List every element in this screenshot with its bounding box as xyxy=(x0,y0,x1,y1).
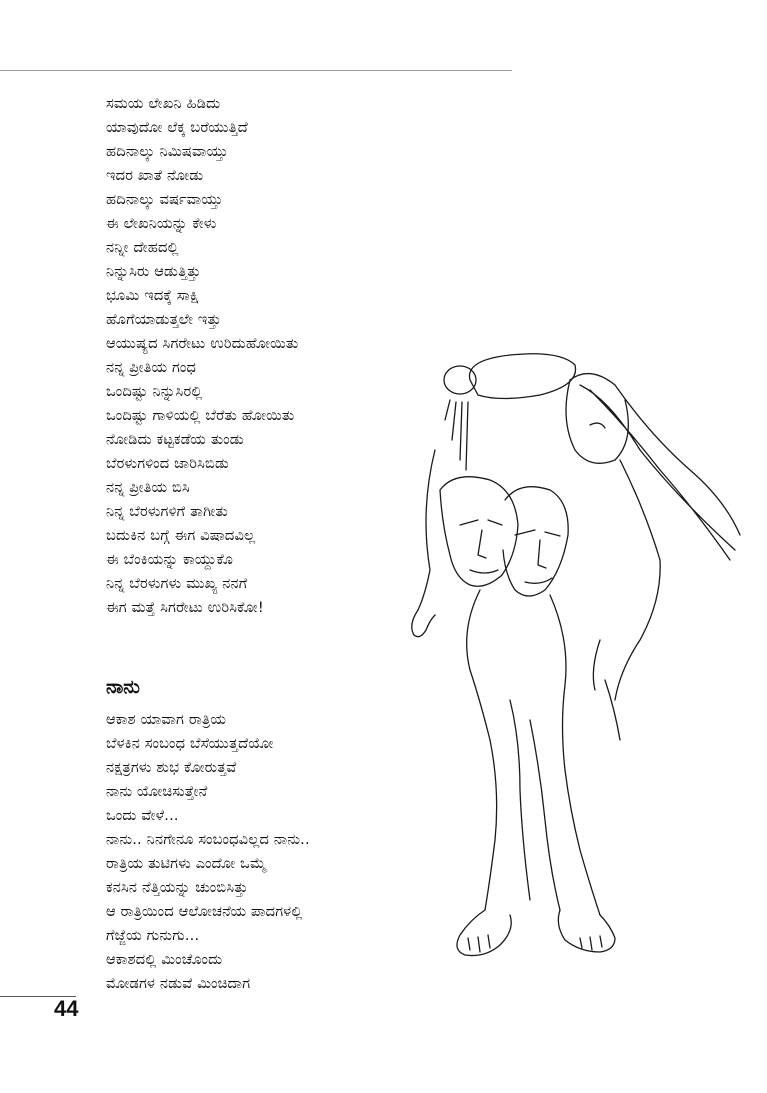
poem-line: ಹದಿನಾಲ್ಕು ನಿಮಿಷವಾಯ್ತು xyxy=(106,144,229,160)
poem-line: ನನ್ನೀ ದೇಹದಲ್ಲಿ xyxy=(106,240,179,256)
poem-line: ನೋಡಿದು ಕಟ್ಟಕಡೆಯ ತುಂಡು xyxy=(106,432,244,448)
poem-line: ನನ್ನ ಪ್ರೀತಿಯ ಗಂಧ xyxy=(106,360,197,376)
poem-line: ನಿನ್ನ ಬೆರಳುಗಳಿಗೆ ತಾಗೀತು xyxy=(106,504,228,520)
poem-line: ಮೋಡಗಳ ನಡುವೆ ಮಿಂಚಿದಾಗ xyxy=(106,976,251,992)
poem-line: ಬೆರಳುಗಳಿಂದ ಜಾರಿಸಿಬಿಡು xyxy=(106,456,229,472)
pot-ring xyxy=(444,366,476,394)
poem-line: ಒಂದಿಷ್ಟು ನಿನ್ನುಸಿರಲ್ಲಿ xyxy=(106,384,203,400)
poem-line: ನಾನು ಯೋಚಿಸುತ್ತೇನೆ xyxy=(106,784,208,800)
poem-line: ಹೊಗೆಯಾಡುತ್ತಲೇ ಇತ್ತು xyxy=(106,312,222,328)
left-arm xyxy=(412,450,435,635)
poem-line: ಆಕಾಶದಲ್ಲಿ ಮಿಂಚೊಂದು xyxy=(106,952,223,968)
top-rule xyxy=(0,70,512,71)
poem-line: ಯಾವುದೋ ಲೆಕ್ಕ ಬರೆಯುತ್ತಿದೆ xyxy=(106,120,248,136)
poem-line: ನಿನ್ನ ಬೆರಳುಗಳು ಮುಖ್ಯ ನನಗೆ xyxy=(106,576,248,592)
torso xyxy=(467,590,497,910)
poem-line: ಈ ಲೇಖನಿಯನ್ನು ಕೇಳು xyxy=(106,216,217,232)
woman-body xyxy=(615,460,660,700)
poem-2 xyxy=(106,708,406,996)
poem-line: ಆಕಾಶ ಯಾವಾಗ ರಾತ್ರಿಯ xyxy=(106,712,227,728)
poem-line: ಕನಸಿನ ನೆತ್ತಿಯನ್ನು ಚುಂಬಿಸಿತ್ತು xyxy=(106,880,248,896)
poem-line: ಸಮಯ ಲೇಖನಿ ಹಿಡಿದು xyxy=(106,96,221,112)
poem-line: ಬೆಳಕಿನ ಸಂಬಂಧ ಬೆಸೆಯುತ್ತದೆಯೋ xyxy=(106,736,274,752)
woman-hair xyxy=(570,374,740,535)
poem-line: ಆ ರಾತ್ರಿಯಿಂದ ಆಲೋಚನೆಯ ಪಾದಗಳಲ್ಲಿ xyxy=(106,904,303,920)
poem-line: ರಾತ್ರಿಯ ತುಟಿಗಳು ಎಂದೋ ಒಮ್ಮೆ xyxy=(106,856,267,872)
page-number: 44 xyxy=(54,996,79,1021)
poem-line: ಬದುಕಿನ ಬಗ್ಗೆ ಈಗ ವಿಷಾದವಿಲ್ಲ xyxy=(106,528,256,544)
pot-outline xyxy=(470,354,576,399)
poem-2-title: ನಾನು xyxy=(106,676,140,698)
poem-line: ಇದರ ಖಾತೆ ನೋಡು xyxy=(106,168,204,184)
poem-line: ಈ ಬೆಂಕಿಯನ್ನು ಕಾಯ್ದುಕೊ xyxy=(106,552,234,568)
left-foot xyxy=(457,910,511,956)
poem-line: ನಾನು.. ನಿನಗೇನೂ ಸಂಬಂಧವಿಲ್ಲದ ನಾನು.. xyxy=(106,832,310,848)
poem-line: ನನ್ನ ಪ್ರೀತಿಯ ಬಿಸಿ xyxy=(106,480,190,496)
poem-line: ಭೂಮಿ ಇದಕ್ಕೆ ಸಾಕ್ಷಿ xyxy=(106,288,200,304)
poem-line: ನಿನ್ನುಸಿರು ಆಡುತ್ತಿತ್ತು xyxy=(106,264,201,280)
poem-line: ಒಂದಿಷ್ಟು ಗಾಳಿಯಲ್ಲಿ ಬೆರೆತು ಹೋಯಿತು xyxy=(106,408,295,424)
poem-line: ಆಯುಷ್ಯದ ಸಿಗರೇಟು ಉರಿದುಹೋಯಿತು xyxy=(106,336,299,352)
poem-line: ಈಗ ಮತ್ತೆ ಸಿಗರೇಟು ಉರಿಸಿಕೋ! xyxy=(106,600,264,616)
poem-line: ಒಂದು ವೇಳೆ... xyxy=(106,808,179,824)
poem-line: ಗೆಜ್ಜೆಯ ಗುನುಗು... xyxy=(106,928,200,944)
poem-line: ನಕ್ಷತ್ರಗಳು ಶುಭ ಕೋರುತ್ತವೆ xyxy=(106,760,237,776)
poem-line: ಹದಿನಾಲ್ಕು ವರ್ಷವಾಯ್ತು xyxy=(106,192,223,208)
line-drawing-illustration xyxy=(390,340,760,980)
poem-1 xyxy=(106,92,406,620)
right-foot xyxy=(558,910,615,952)
